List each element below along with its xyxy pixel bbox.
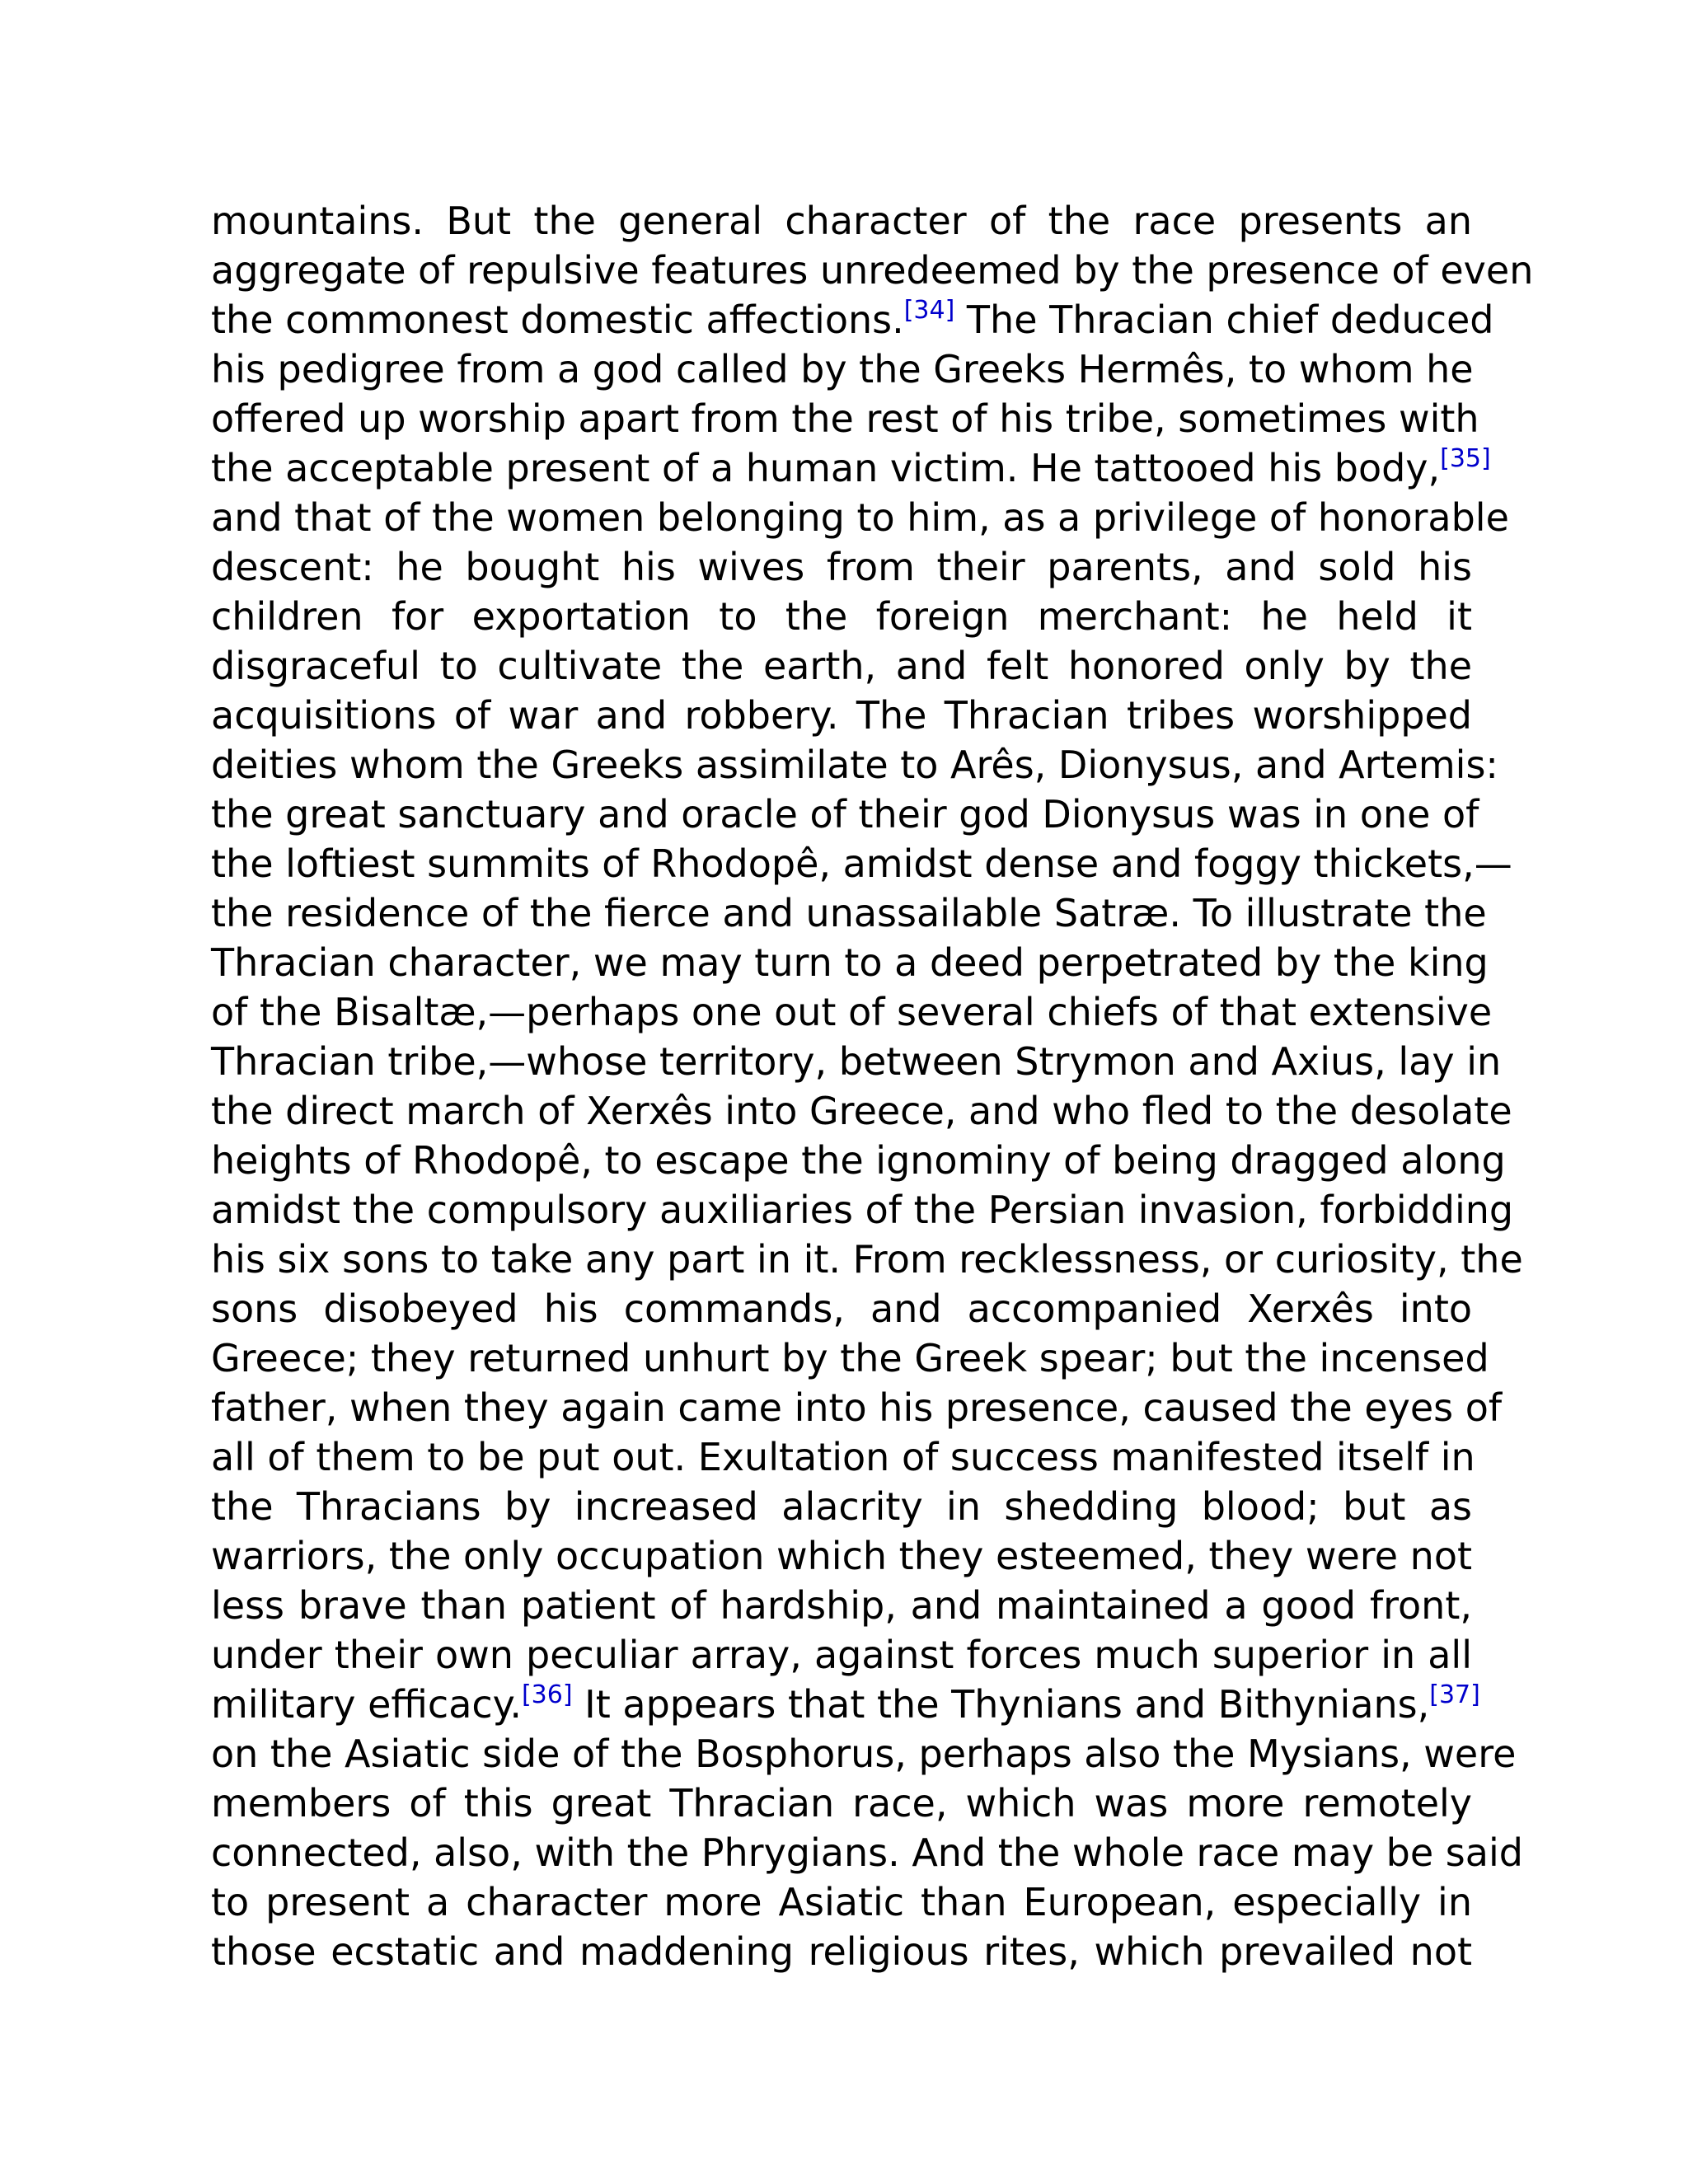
line-text: Thracian tribe,—whose territory, between Strymon and Axius, lay in (211, 1039, 1502, 1084)
text-line (211, 493, 1509, 542)
line-text: less brave than patient of hardship, and maintained a good front, (211, 1583, 1472, 1628)
text-line (211, 394, 1479, 443)
line-text: acquisitions of war and robbery. The Thracian tribes worshipped (211, 693, 1472, 738)
line-text: children for exportation to the foreign merchant: he held it (211, 594, 1472, 639)
text-line (211, 888, 1487, 938)
line-text: of the Bisaltæ,—perhaps one out of several chiefs of that extensive (211, 990, 1493, 1034)
text-line (211, 295, 1494, 344)
text-line (211, 1284, 1472, 1333)
line-text: the direct march of Xerxês into Greece, and who fled to the desolate (211, 1089, 1512, 1133)
text-line (211, 1531, 1472, 1581)
line-text: warriors, the only occupation which they esteemed, they were not (211, 1534, 1472, 1578)
text-line (211, 1877, 1472, 1927)
text-line (211, 1432, 1475, 1482)
line-text: The Thracian chief deduced (954, 298, 1494, 342)
text-line (211, 1037, 1502, 1086)
line-text: on the Asiatic side of the Bosphorus, perhaps also the Mysians, were (211, 1732, 1517, 1776)
line-text: the commonest domestic affections. (211, 298, 904, 342)
text-line (211, 1779, 1472, 1828)
line-text: aggregate of repulsive features unredeemed by the presence of even (211, 248, 1534, 293)
line-text: Thracian character, we may turn to a deed perpetrated by the king (211, 940, 1489, 985)
footnote-link[interactable]: [36] (521, 1680, 573, 1709)
line-text: Greece; they returned unhurt by the Greek spear; but the incensed (211, 1336, 1489, 1380)
text-line (211, 1828, 1523, 1877)
text-line (211, 1482, 1472, 1531)
line-text: sons disobeyed his commands, and accompanied Xerxês into (211, 1286, 1472, 1331)
text-line (211, 691, 1472, 740)
line-text: those ecstatic and maddening religious rites, which prevailed not (211, 1929, 1472, 1974)
text-line (211, 1086, 1512, 1136)
line-text: It appears that the Thynians and Bithynians, (572, 1682, 1430, 1727)
text-line (211, 1185, 1514, 1235)
text-line (211, 1680, 1480, 1729)
text-line (211, 839, 1512, 888)
footnote-link[interactable]: [37] (1429, 1680, 1480, 1709)
footnote-link[interactable]: [35] (1440, 444, 1491, 473)
line-text: father, when they again came into his presence, caused the eyes of (211, 1385, 1503, 1430)
line-text: under their own peculiar array, against forces much superior in all (211, 1633, 1472, 1677)
text-line (211, 987, 1493, 1037)
text-line (211, 1581, 1472, 1630)
text-line (211, 938, 1489, 987)
line-text: the loftiest summits of Rhodopê, amidst dense and foggy thickets,— (211, 841, 1512, 886)
text-line (211, 641, 1472, 691)
line-text: the residence of the fierce and unassailable Satræ. To illustrate the (211, 891, 1487, 935)
line-text: his pedigree from a god called by the Greeks Hermês, to whom he (211, 347, 1474, 391)
line-text: heights of Rhodopê, to escape the ignominy of being dragged along (211, 1138, 1506, 1183)
line-text: descent: he bought his wives from their parents, and sold his (211, 545, 1472, 589)
text-line (211, 542, 1472, 592)
line-text: all of them to be put out. Exultation of success manifested itself in (211, 1435, 1475, 1479)
line-text: amidst the compulsory auxiliaries of the Persian invasion, forbidding (211, 1188, 1514, 1232)
footnote-link[interactable]: [34] (903, 296, 955, 325)
text-line (211, 740, 1498, 790)
line-text: offered up worship apart from the rest of his tribe, sometimes with (211, 396, 1479, 441)
line-text: the great sanctuary and oracle of their god Dionysus was in one of (211, 792, 1479, 837)
line-text: the Thracians by increased alacrity in shedding blood; but as (211, 1484, 1472, 1529)
text-line (211, 1235, 1523, 1284)
line-text: his six sons to take any part in it. From recklessness, or curiosity, the (211, 1237, 1523, 1282)
line-text: and that of the women belonging to him, as a privilege of honorable (211, 495, 1509, 540)
text-line (211, 1333, 1489, 1383)
line-text: members of this great Thracian race, which was more remotely (211, 1781, 1472, 1825)
text-line (211, 1136, 1506, 1185)
text-line (211, 196, 1472, 246)
text-line (211, 1729, 1517, 1779)
text-line (211, 246, 1534, 295)
text-line (211, 344, 1472, 394)
text-line (211, 443, 1491, 493)
text-line (211, 790, 1479, 839)
line-text: connected, also, with the Phrygians. And the whole race may be said (211, 1830, 1523, 1875)
text-line (211, 1383, 1503, 1432)
text-line (211, 1927, 1472, 1976)
line-text: the acceptable present of a human victim. He tattooed his body, (211, 446, 1441, 490)
line-text: military efficacy. (211, 1682, 522, 1727)
text-line (211, 592, 1472, 641)
line-text: mountains. But the general character of the race presents an (211, 199, 1472, 243)
line-text: deities whom the Greeks assimilate to Arês, Dionysus, and Artemis: (211, 743, 1498, 787)
text-line (211, 1630, 1472, 1680)
body-paragraph (211, 196, 1534, 1976)
line-text: disgraceful to cultivate the earth, and felt honored only by the (211, 644, 1472, 688)
line-text: to present a character more Asiatic than European, especially in (211, 1880, 1472, 1924)
